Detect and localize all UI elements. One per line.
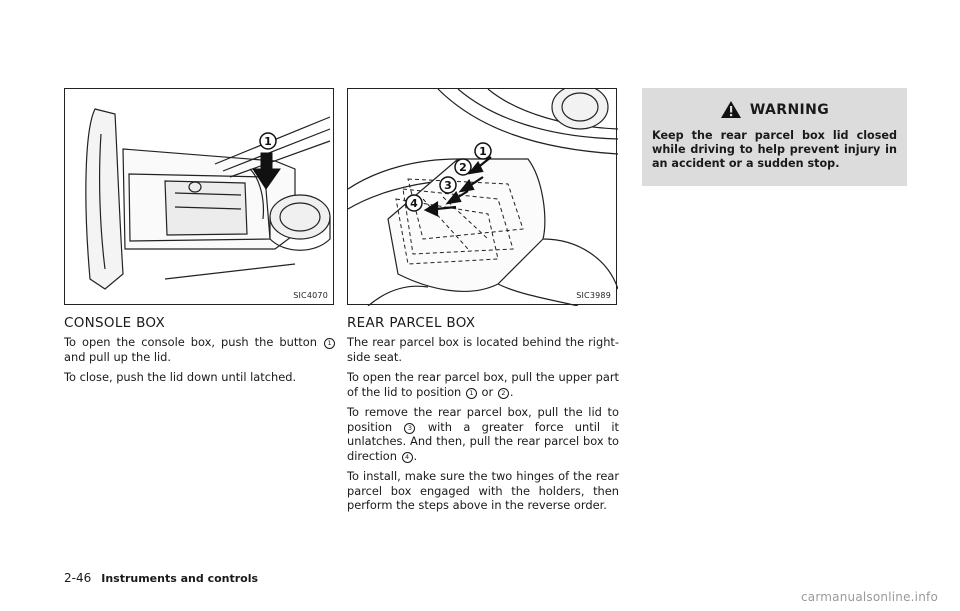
figure-code: SIC4070	[293, 291, 328, 300]
section-heading: CONSOLE BOX	[64, 315, 166, 331]
page-footer	[64, 571, 258, 585]
marker-1-icon	[260, 133, 276, 149]
circled-number-icon: 4	[402, 452, 413, 463]
svg-text:4: 4	[410, 197, 418, 210]
console-box-illustration	[65, 89, 335, 306]
warning-title: WARNING	[749, 101, 830, 118]
marker-3-icon	[440, 177, 456, 193]
watermark: carmanualsonline.info	[801, 590, 938, 604]
warning-column	[642, 88, 907, 186]
warning-text: Keep the rear parcel box lid closed while driving to help prevent injury in an accident or a sudden stop.	[652, 129, 897, 170]
paragraph: To open the rear parcel box, pull the upper part of the lid to position 1 or 2 .	[347, 370, 619, 399]
paragraph: To install, make sure the two hinges of the rear parcel box engaged with the holders, then perform the steps above in the reverse order.	[347, 469, 619, 512]
warning-header	[652, 100, 897, 119]
marker-2-icon	[455, 159, 471, 175]
svg-text:1: 1	[479, 145, 487, 158]
warning-box	[642, 88, 907, 186]
circled-number-icon: 1	[466, 388, 477, 399]
rear-parcel-column	[347, 88, 619, 519]
console-box-figure	[64, 88, 334, 305]
svg-text:2: 2	[459, 161, 467, 174]
paragraph: To close, push the lid down until latched.	[64, 370, 297, 384]
warning-triangle-icon	[720, 100, 742, 119]
page-number: 2-46	[64, 571, 92, 585]
svg-text:3: 3	[444, 179, 452, 192]
rear-parcel-illustration	[348, 89, 618, 306]
marker-1-icon	[475, 143, 491, 159]
circled-number-icon: 1	[324, 338, 335, 349]
paragraph: To open the console box, push the button 1 and pull up the lid.	[64, 335, 336, 364]
svg-text:1: 1	[264, 135, 272, 148]
circled-number-icon: 3	[404, 423, 415, 434]
circled-number-icon: 2	[498, 388, 509, 399]
paragraph: The rear parcel box is located behind the right-side seat.	[347, 335, 619, 364]
rear-parcel-figure	[347, 88, 617, 305]
footer-section-title: Instruments and controls	[101, 572, 259, 585]
marker-4-icon	[406, 195, 422, 211]
section-heading: REAR PARCEL BOX	[347, 315, 476, 331]
figure-code: SIC3989	[576, 291, 611, 300]
paragraph: To remove the rear parcel box, pull the lid to position 3 with a greater force until it unlatches. And then, pull the rear parcel box to direction 4 .	[347, 405, 620, 463]
console-box-column	[64, 88, 336, 391]
